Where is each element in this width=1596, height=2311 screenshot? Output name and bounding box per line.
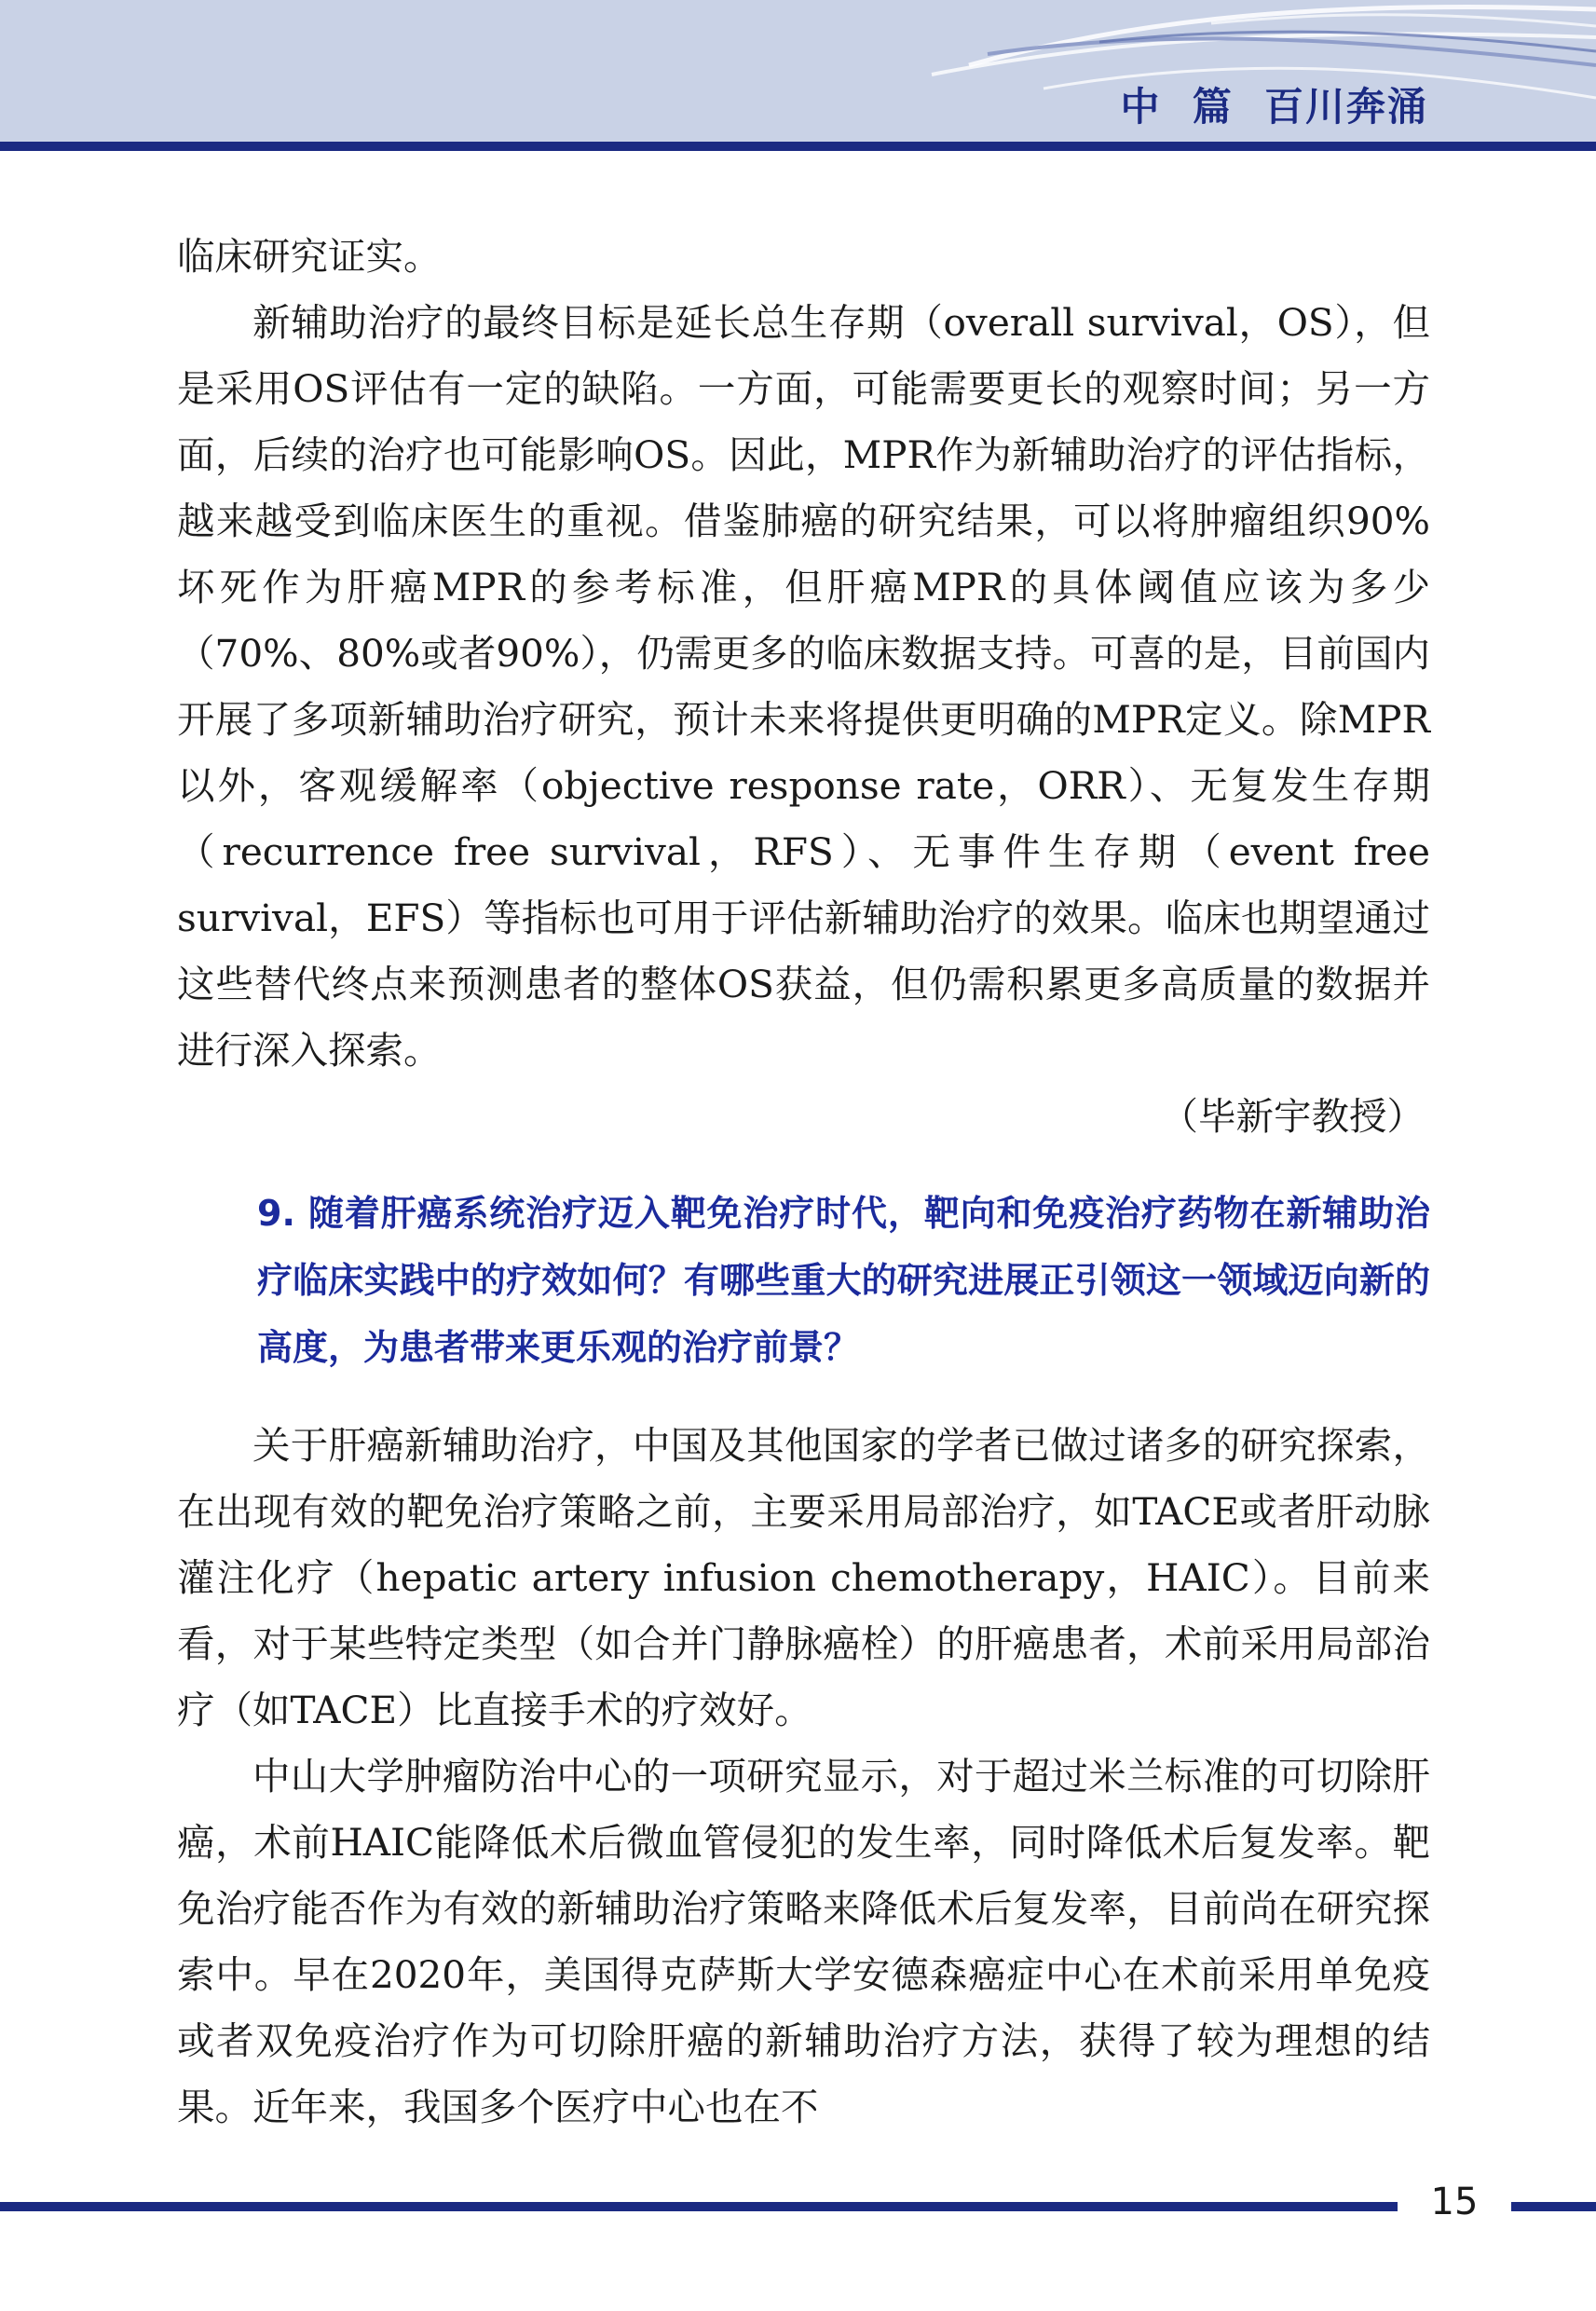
page-body xyxy=(177,224,1430,2140)
section-title: 中 篇 百川奔涌 xyxy=(1120,84,1428,130)
author-attribution: （毕新宇教授） xyxy=(1160,1094,1425,1139)
page-header xyxy=(0,0,1596,147)
paragraph-continuation: 临床研究证实。 xyxy=(177,234,442,279)
question-heading: 9. 随着肝癌系统治疗迈入靶免治疗时代，靶向和免疫治疗药物在新辅助治疗临床实践中的疗效如何？有哪些重大的研究进展正引领这一领域迈向新的高度，为患者带来更乐观的治疗前景？ xyxy=(257,1193,1430,1368)
footer-rule-right xyxy=(1511,2202,1596,2211)
header-rule xyxy=(0,142,1596,151)
footer-rule-left xyxy=(0,2202,1398,2211)
page-number: 15 xyxy=(1430,2181,1479,2223)
paragraph-local-therapy: 关于肝癌新辅助治疗，中国及其他国家的学者已做过诸多的研究探索，在出现有效的靶免治疗策略之前，主要采用局部治疗，如TACE或者肝动脉灌注化疗（hepatic artery infusion chemotherapy，HAIC）。目前来看，对于某些特定类型（如合并门静脉癌栓）的肝癌患者，术前采用局部治疗（如TACE）比直接手术的疗效好。 xyxy=(177,1423,1430,1732)
paragraph-haic-study: 中山大学肿瘤防治中心的一项研究显示，对于超过米兰标准的可切除肝癌，术前HAIC能降低术后微血管侵犯的发生率，同时降低术后复发率。靶免治疗能否作为有效的新辅助治疗策略来降低术后复发率，目前尚在研究探索中。早在2020年，美国得克萨斯大学安德森癌症中心在术前采用单免疫或者双免疫治疗作为可切除肝癌的新辅助治疗方法，获得了较为理想的结果。近年来，我国多个医疗中心也在不 xyxy=(177,1754,1430,2129)
paragraph-os-evaluation: 新辅助治疗的最终目标是延长总生存期（overall survival，OS），但是采用OS评估有一定的缺陷。一方面，可能需要更长的观察时间；另一方面，后续的治疗也可能影响OS。因此，MPR作为新辅助治疗的评估指标，越来越受到临床医生的重视。借鉴肺癌的研究结果，可以将肿瘤组织90%坏死作为肝癌MPR的参考标准，但肝癌MPR的具体阈值应该为多少（70%、80%或者90%），仍需更多的临床数据支持。可喜的是，目前国内开展了多项新辅助治疗研究，预计未来将提供更明确的MPR定义。除MPR以外，客观缓解率（objective response rate，ORR）、无复发生存期（recurrence free survival，RFS）、无事件生存期（event free survival，EFS）等指标也可用于评估新辅助治疗的效果。临床也期望通过这些替代终点来预测患者的整体OS获益，但仍需积累更多高质量的数据并进行深入探索。 xyxy=(177,300,1430,1073)
